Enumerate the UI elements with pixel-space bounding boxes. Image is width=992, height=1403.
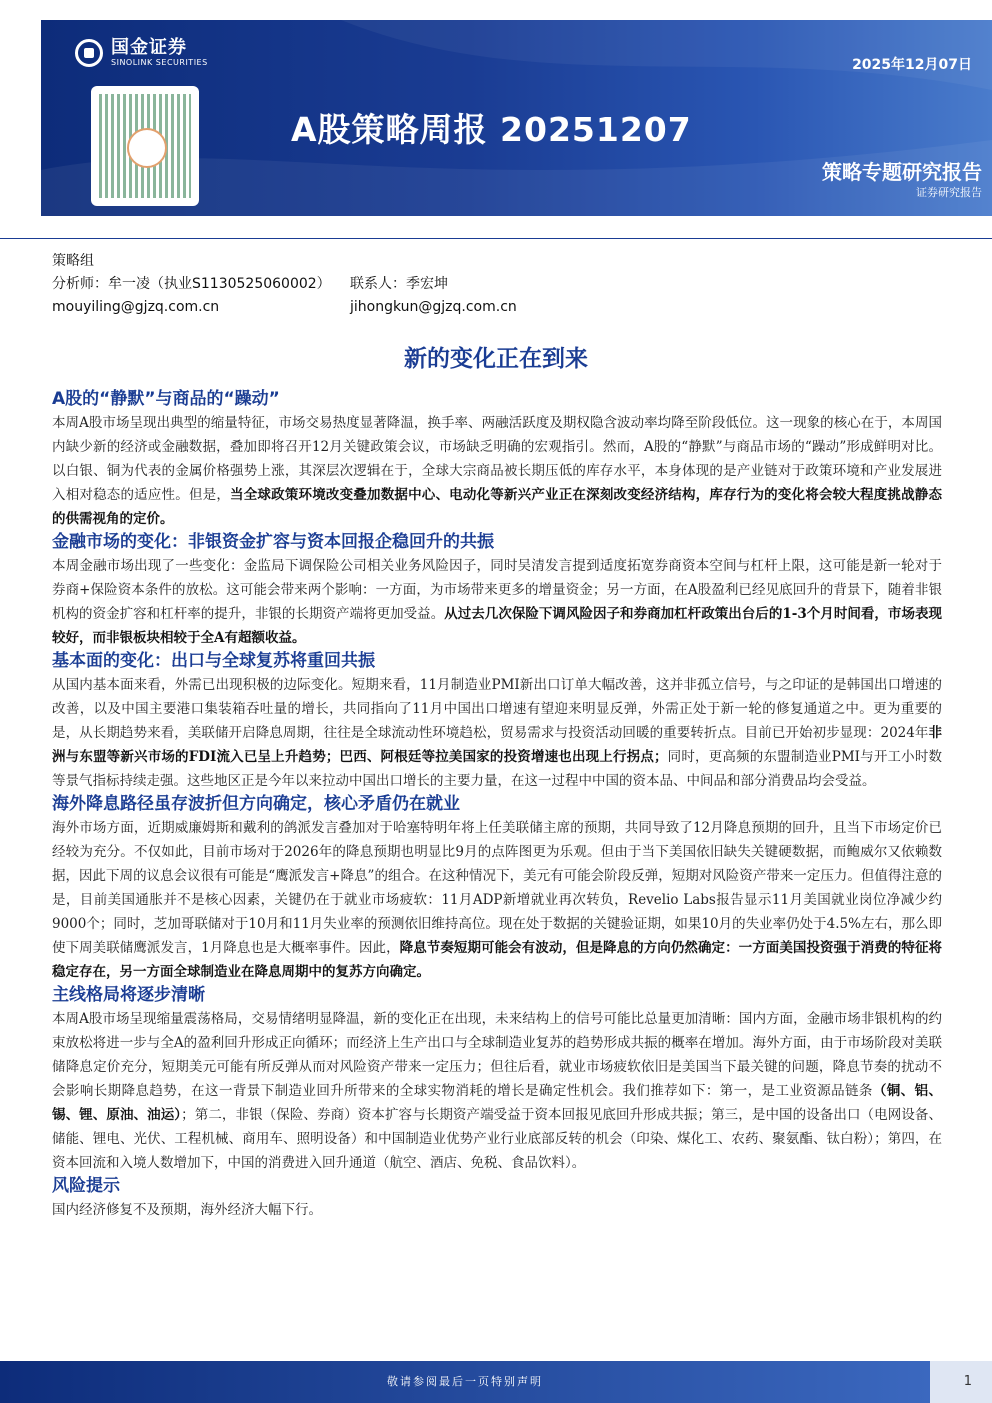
section-paragraph bbox=[52, 411, 942, 531]
paragraph-emphasis: 降息节奏短期可能会有波动，但是降息的方向仍然确定：一方面美国投资强于消费的特征将稳定存在，另一方面全球制造业在降息周期中的复苏方向确定。 bbox=[52, 940, 942, 980]
footer-notice[interactable]: 敬请参阅最后一页特别声明 bbox=[387, 1375, 543, 1388]
section-heading: 风险提示 bbox=[52, 1176, 120, 1196]
group-label: 策略组 bbox=[52, 253, 94, 269]
company-logo bbox=[75, 38, 208, 68]
page-number: 1 bbox=[930, 1361, 992, 1403]
analyst-name: 分析师：牟一凌（执业S1130525060002） bbox=[52, 276, 331, 292]
section-heading: 基本面的变化：出口与全球复苏将重回共振 bbox=[52, 651, 375, 671]
paragraph-text: 本周A股市场呈现出典型的缩量特征，市场交易热度显著降温，换手率、两融活跃度及期权隐含波动率均降至阶段低位。这一现象的核心在于，本周国内缺少新的经济或金融数据，叠加即将召开12月关键政策会议，市场缺乏明确的宏观指引。然而，A股的“静默”与商品市场的“躁动”形成鲜明对比。以白银、铜为代表的金属价格强势上涨，其深层次逻辑在于，全球大宗商品被长期压低的库存水平，本身体现的是产业链对于政策环境和产业发展进入相对稳态的适应性。但是， bbox=[52, 415, 942, 503]
paragraph-emphasis: （铜、铝、锡、锂、原油、油运） bbox=[52, 1083, 943, 1123]
header-divider bbox=[0, 238, 992, 239]
section-paragraph bbox=[52, 554, 942, 650]
paragraph-text: 本周A股市场呈现缩量震荡格局，交易情绪明显降温，新的变化正在出现，未来结构上的信号可能比总量更加清晰：国内方面，金融市场非银机构的约束放松将进一步与全A的盈利回升形成正向循环；而经济上生产出口与全球制造业复苏的趋势形成共振的概率在增加。海外方面，由于市场阶段对美联储降息定价充分，短期美元可能有所反弹从而对风险资产带来一定压力；但往后看，就业市场疲软依旧是美国当下最关键的问题，降息节奏的扰动不会影响长期降息趋势，在这一背景下制造业回升所带来的全球实物消耗的增长是确定性机会。我们推荐如下：第一，是工业资源品链条 bbox=[52, 1011, 942, 1099]
paragraph-text: 国内经济修复不及预期，海外经济大幅下行。 bbox=[52, 1202, 322, 1218]
report-header bbox=[41, 20, 992, 216]
article-body bbox=[52, 388, 942, 1222]
contact-email[interactable]: jihongkun@gjzq.com.cn bbox=[350, 299, 517, 315]
section-heading: 主线格局将逐步清晰 bbox=[52, 985, 205, 1005]
report-date: 2025年12月07日 bbox=[852, 57, 972, 73]
paragraph-text: 从国内基本面来看，外需已出现积极的边际变化。短期来看，11月制造业PMI新出口订单大幅改善，这并非孤立信号，与之印证的是韩国出口增速的改善，以及中国主要港口集装箱吞吐量的增长，共同指向了11月中国出口增速有望迎来明显反弹，外需正处于新一轮的修复通道之中。更为重要的是，从长期趋势来看，美联储开启降息周期，往往是全球流动性环境趋松，贸易需求与投资活动回暖的重要转折点。目前已开始初步显现：2024年 bbox=[52, 677, 942, 741]
report-subtype: 证券研究报告 bbox=[916, 186, 982, 199]
contact-name: 联系人：季宏坤 bbox=[350, 276, 448, 292]
section-paragraph bbox=[52, 673, 942, 793]
qr-code[interactable] bbox=[91, 86, 199, 206]
paragraph-tail: 同时，更高频的东盟制造业PMI与开工小时数等景气指标持续走强。这些地区正是今年以来拉动中国出口增长的主要力量，在这一过程中中国的资本品、中间品和部分消费品均会受益。 bbox=[52, 749, 942, 789]
analyst-email[interactable]: mouyiling@gjzq.com.cn bbox=[52, 299, 220, 315]
paragraph-emphasis: 非洲与东盟等新兴市场的FDI流入已呈上升趋势；巴西、阿根廷等拉美国家的投资增速也出现上行拐点； bbox=[52, 725, 942, 765]
section-paragraph bbox=[52, 1198, 942, 1222]
paragraph-text: 本周金融市场出现了一些变化：金监局下调保险公司相关业务风险因子，同时吴清发言提到适度拓宽券商资本空间与杠杆上限，这可能是新一轮对于券商+保险资本条件的放松。这可能会带来两个影响：一方面，为市场带来更多的增量资金；另一方面，在A股盈利已经见底回升的背景下，随着非银机构的资金扩容和杠杆率的提升，非银的长期资产端将更加受益。 bbox=[52, 558, 942, 622]
page-footer bbox=[0, 1361, 992, 1403]
logo-icon bbox=[75, 39, 103, 67]
report-type: 策略专题研究报告 bbox=[822, 160, 982, 184]
paragraph-tail: ；第二，非银（保险、券商）资本扩容与长期资产端受益于资本回报见底回升形成共振；第三，是中国的设备出口（电网设备、储能、锂电、光伏、工程机械、商用车、照明设备）和中国制造业优势产业行业底部反转的机会（印染、煤化工、农药、聚氨酯、钛白粉）；第四，在资本回流和入境人数增加下，中国的消费进入回升通道（航空、酒店、免税、食品饮料）。 bbox=[52, 1107, 943, 1171]
qr-center-icon bbox=[127, 128, 167, 168]
report-title: A股策略周报 20251207 bbox=[291, 110, 692, 149]
paragraph-text: 海外市场方面，近期威廉姆斯和戴利的鸽派发言叠加对于哈塞特明年将上任美联储主席的预期，共同导致了12月降息预期的回升，且当下市场定价已经较为充分。不仅如此，目前市场对于2026年的降息预期也明显比9月的点阵图更为乐观。但由于当下美国依旧缺失关键硬数据，而鲍威尔又依赖数据，因此下周的议息会议很有可能是“鹰派发言+降息”的组合。在这种情况下，美元有可能会阶段反弹，短期对风险资产带来一定压力。但值得注意的是，目前美国通胀并不是核心因素，关键仍在于就业市场疲软：11月ADP新增就业再次转负，Revelio Labs报告显示11月美国就业岗位净减少约9000个；同时，芝加哥联储对于10月和11月失业率的预测依旧维持高位。现在处于数据的关键验证期，如果10月的失业率仍处于4.5%左右，那么即使下周美联储鹰派发言，1月降息也是大概率事件。因此， bbox=[52, 820, 942, 956]
section-heading: A股的“静默”与商品的“躁动” bbox=[52, 389, 280, 409]
paragraph-emphasis: 当全球政策环境改变叠加数据中心、电动化等新兴产业正在深刻改变经济结构，库存行为的变化将会较大程度挑战静态的供需视角的定价。 bbox=[52, 487, 943, 527]
author-info bbox=[52, 250, 517, 319]
section-heading: 金融市场的变化：非银资金扩容与资本回报企稳回升的共振 bbox=[52, 532, 494, 552]
article-title: 新的变化正在到来 bbox=[404, 346, 588, 372]
section-paragraph bbox=[52, 1007, 942, 1175]
section-paragraph bbox=[52, 816, 942, 984]
paragraph-emphasis: 从过去几次保险下调风险因子和券商加杠杆政策出台后的1-3个月时间看，市场表现较好，而非银板块相较于全A有超额收益。 bbox=[52, 606, 943, 646]
logo-cn-text: 国金证券 bbox=[111, 37, 187, 58]
logo-en-text: SINOLINK SECURITIES bbox=[111, 58, 208, 67]
section-heading: 海外降息路径虽存波折但方向确定，核心矛盾仍在就业 bbox=[52, 794, 460, 814]
